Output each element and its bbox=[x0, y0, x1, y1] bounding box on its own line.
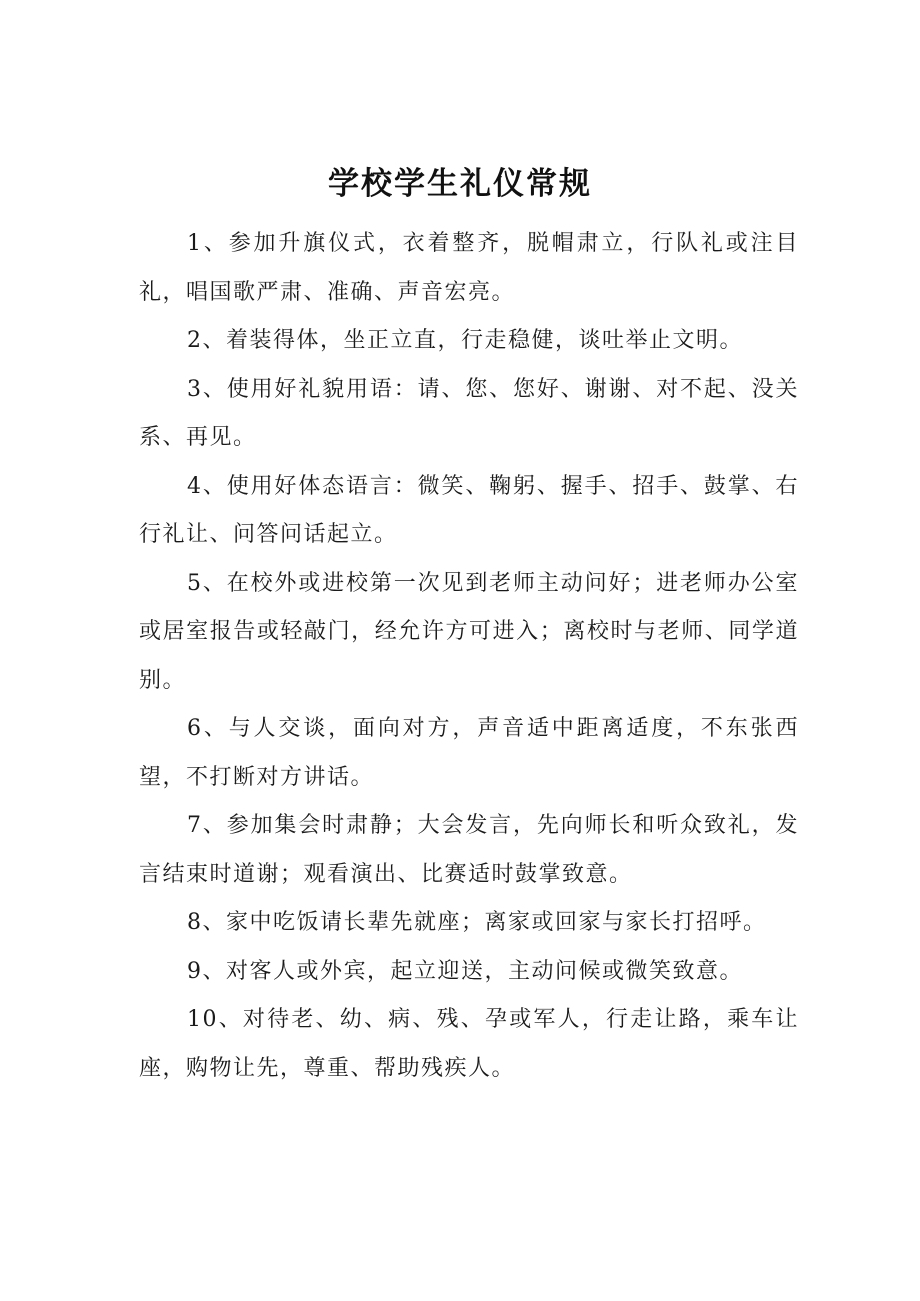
rules-list bbox=[139, 220, 799, 1093]
rule-item-1: 1、参加升旗仪式，衣着整齐，脱帽肃立，行队礼或注目礼，唱国歌严肃、准确、声音宏亮。 bbox=[139, 231, 799, 305]
rule-item-8: 8、家中吃饭请长辈先就座；离家或回家与家长打招呼。 bbox=[187, 910, 767, 935]
rule-item-10: 10、对待老、幼、病、残、孕或军人，行走让路，乘车让座，购物让先，尊重、帮助残疾人。 bbox=[139, 1007, 799, 1081]
page-title: 学校学生礼仪常规 bbox=[328, 165, 592, 202]
rule-item-9: 9、对客人或外宾，起立迎送，主动问候或微笑致意。 bbox=[187, 958, 743, 984]
rule-item-7: 7、参加集会时肃静；大会发言，先向师长和听众致礼，发言结束时道谢；观看演出、比赛适时鼓掌致意。 bbox=[139, 813, 799, 887]
rule-item-2: 2、着装得体，坐正立直，行走稳健，谈吐举止文明。 bbox=[187, 328, 743, 353]
rule-item-3: 3、使用好礼貌用语：请、您、您好、谢谢、对不起、没关系、再见。 bbox=[139, 376, 799, 450]
rule-item-6: 6、与人交谈，面向对方，声音适中距离适度，不东张西望，不打断对方讲话。 bbox=[139, 716, 799, 790]
rule-item-5: 5、在校外或进校第一次见到老师主动问好；进老师办公室或居室报告或轻敲门，经允许方可进入；离校时与老师、同学道别。 bbox=[139, 570, 799, 693]
rule-item-4: 4、使用好体态语言：微笑、鞠躬、握手、招手、鼓掌、右行礼让、问答问话起立。 bbox=[139, 473, 799, 547]
